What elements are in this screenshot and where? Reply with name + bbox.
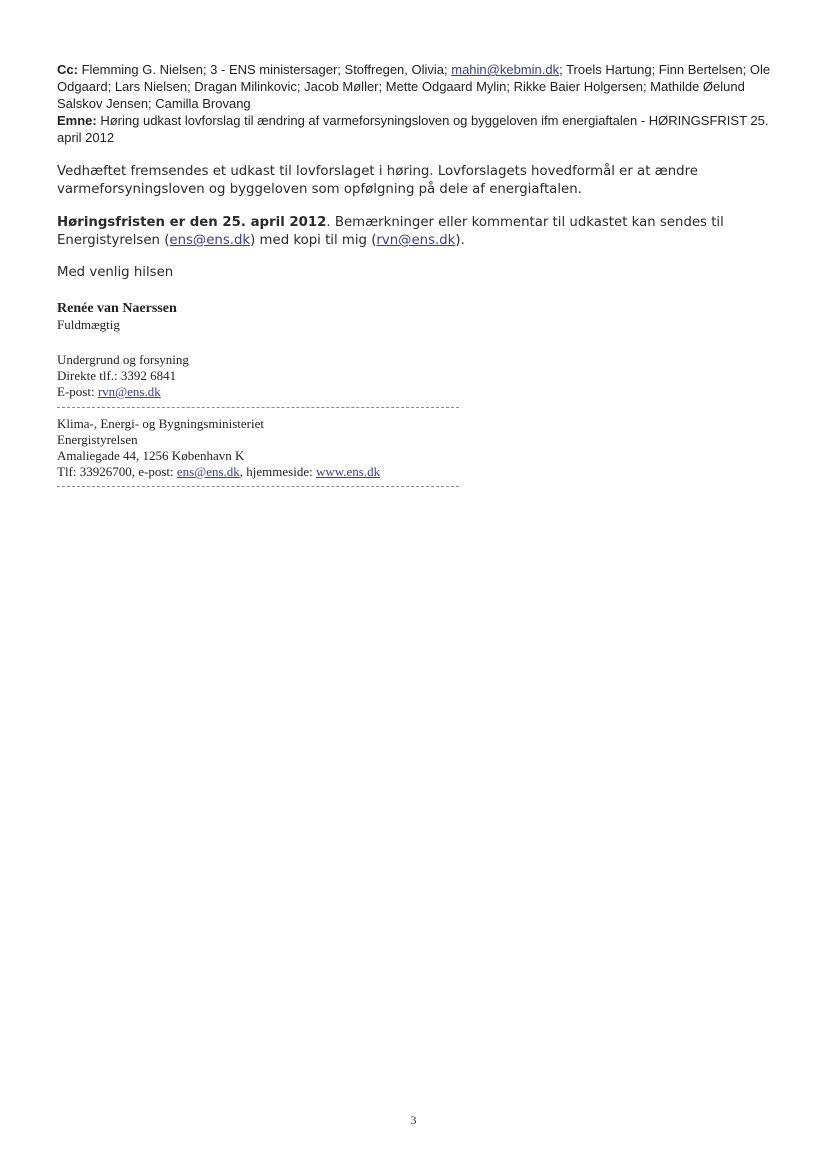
deadline-text-1: . Bemærkninger eller kommentar til udkastet kan sendes til Energistyrelsen ( bbox=[57, 215, 724, 248]
cc-line bbox=[57, 61, 787, 112]
signature-contact bbox=[57, 352, 557, 400]
org-block bbox=[57, 416, 557, 480]
deadline-text-2: ) med kopi til mig ( bbox=[250, 233, 377, 248]
signature-email-line bbox=[57, 384, 557, 400]
cc-recipients-part2: ; Troels Hartung; Finn Bertelsen; Ole Odgaard; Lars Nielsen; Dragan Milinkovic; Jacob Møller; Mette Odgaard Mylin; Rikke Baier Holgersen; Mathilde Øelund Salskov Jensen; Camilla Brovang bbox=[57, 62, 771, 111]
org-contact-line bbox=[57, 464, 557, 480]
ens-email-link[interactable]: ens@ens.dk bbox=[169, 233, 251, 248]
signature-phone: Direkte tlf.: 3392 6841 bbox=[57, 368, 177, 383]
cc-recipients-part1: Flemming G. Nielsen; 3 - ENS ministersager; Stoffregen, Olivia; bbox=[77, 62, 452, 77]
org-website-link[interactable]: www.ens.dk bbox=[315, 464, 381, 479]
rvn-email-link[interactable]: rvn@ens.dk bbox=[376, 233, 456, 248]
subject-line bbox=[57, 112, 787, 146]
greeting: Med venlig hilsen bbox=[57, 265, 174, 280]
org-email-link[interactable]: ens@ens.dk bbox=[176, 464, 240, 479]
org-address: Amaliegade 44, 1256 København K bbox=[57, 448, 245, 463]
deadline-paragraph bbox=[57, 214, 797, 250]
divider-top bbox=[57, 407, 459, 408]
org-agency: Energistyrelsen bbox=[57, 432, 138, 447]
subject-label: Emne: bbox=[57, 113, 97, 128]
subject-text: Høring udkast lovforslag til ændring af varmeforsyningsloven og byggeloven ifm energiaftalen - HØRINGSFRIST 25. april 2012 bbox=[57, 113, 769, 145]
signature-name: Renée van Naerssen bbox=[57, 301, 177, 316]
signature-title: Fuldmægtig bbox=[57, 317, 120, 332]
org-ministry: Klima-, Energi- og Bygningsministeriet bbox=[57, 416, 265, 431]
org-contact-text-2: , hjemmeside: bbox=[239, 464, 316, 479]
page-number: 3 bbox=[410, 1113, 417, 1127]
deadline-bold: Høringsfristen er den 25. april 2012 bbox=[57, 215, 327, 230]
divider-bottom bbox=[57, 486, 459, 487]
cc-label: Cc: bbox=[57, 62, 78, 77]
signature-email-link[interactable]: rvn@ens.dk bbox=[97, 384, 161, 399]
signature-department: Undergrund og forsyning bbox=[57, 352, 189, 367]
deadline-text-3: ). bbox=[455, 233, 465, 248]
org-contact-text-1: Tlf: 33926700, e-post: bbox=[57, 464, 177, 479]
cc-email-link[interactable]: mahin@kebmin.dk bbox=[451, 62, 560, 77]
signature-email-label: E-post: bbox=[57, 384, 98, 399]
signature-block bbox=[57, 301, 557, 333]
email-header bbox=[57, 61, 787, 146]
intro-paragraph: Vedhæftet fremsendes et udkast til lovforslaget i høring. Lovforslagets hovedformål er at ændre varmeforsyningsloven og byggeloven som opfølgning på dele af energiaftalen. bbox=[57, 164, 698, 197]
